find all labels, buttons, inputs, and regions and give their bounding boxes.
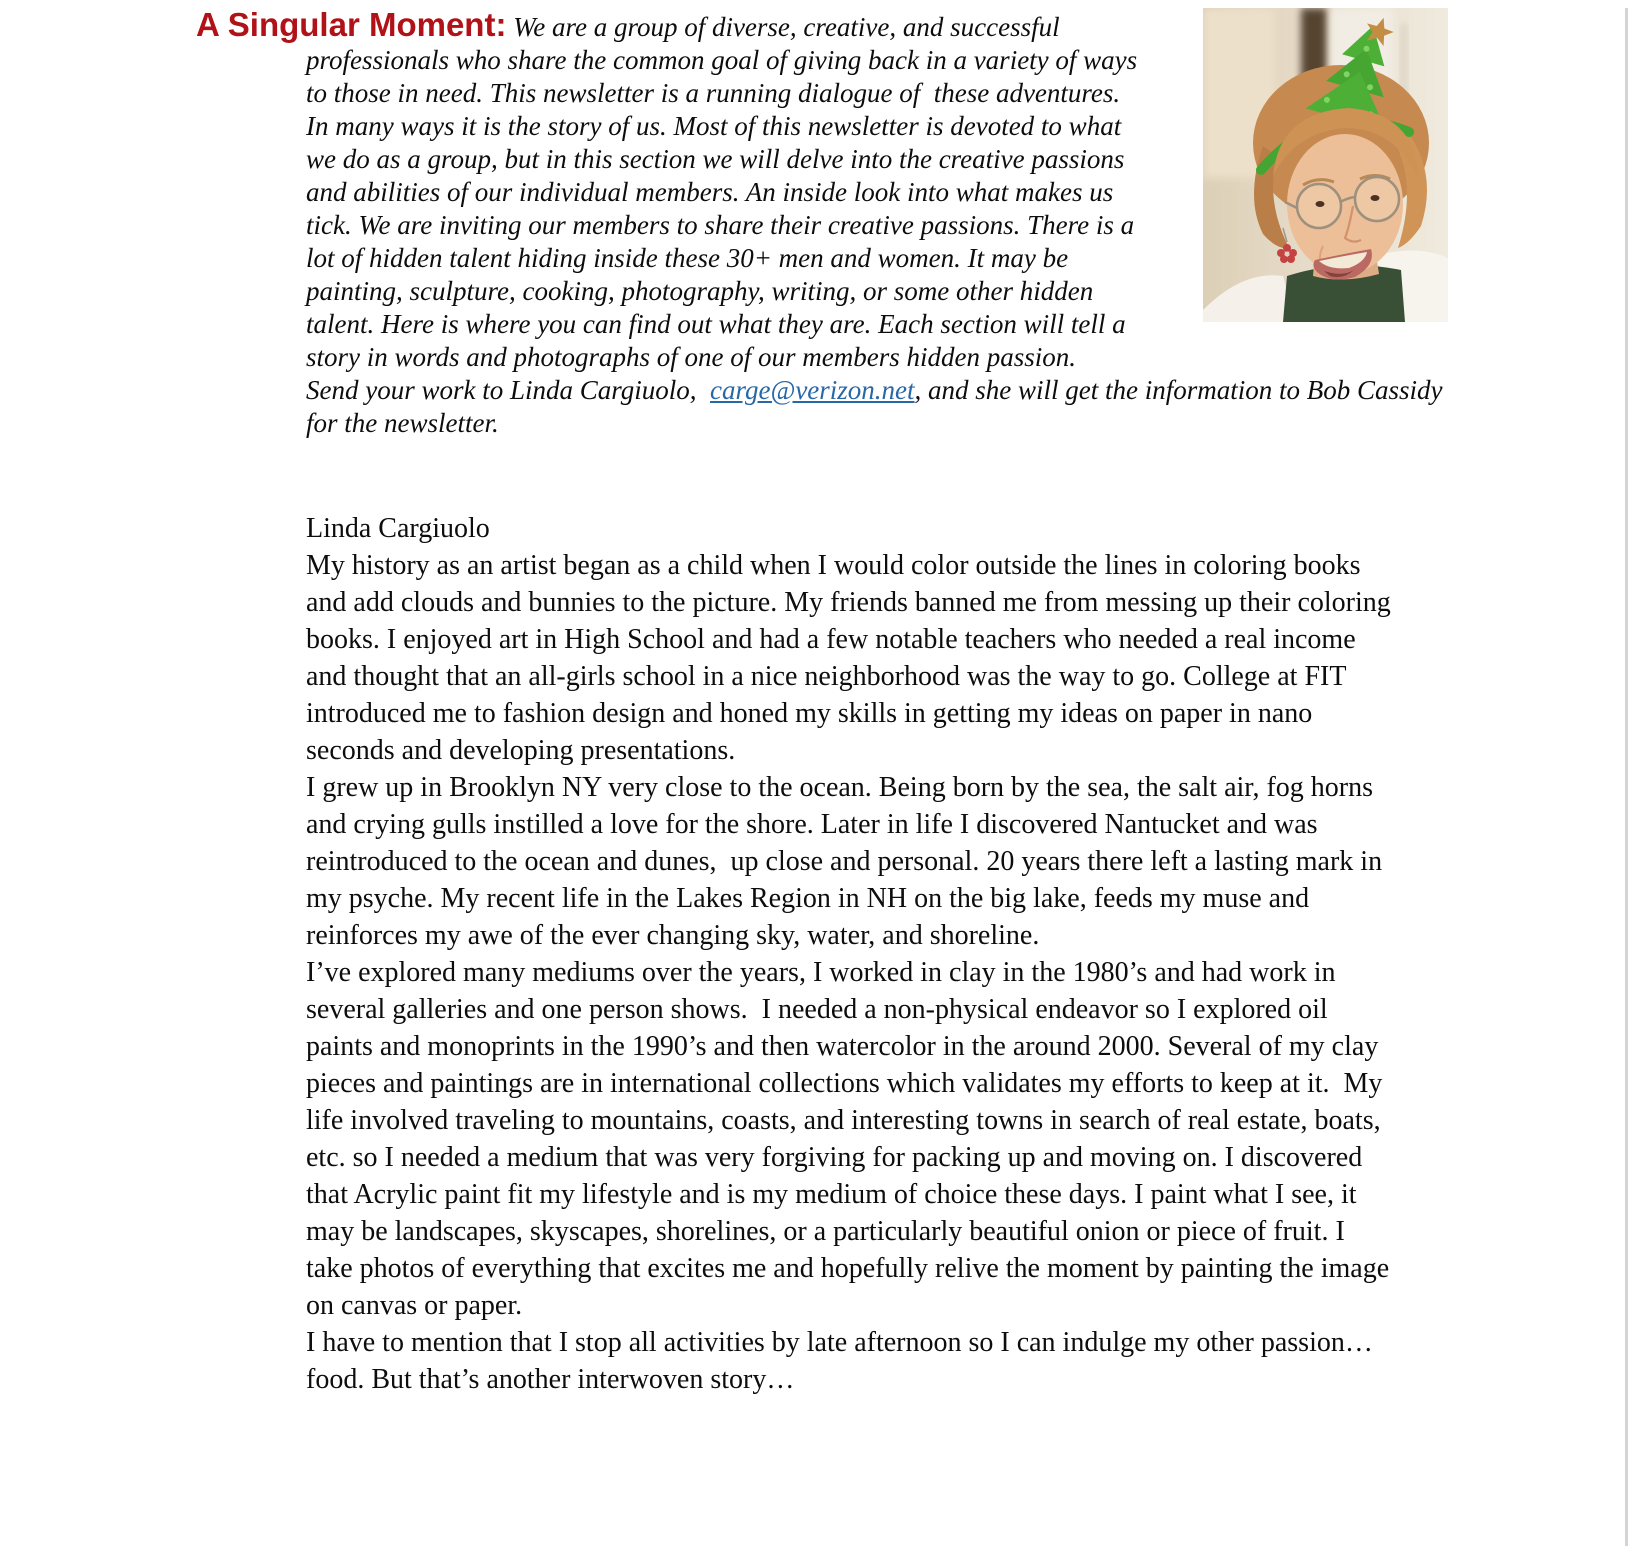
email-link[interactable]: carge@verizon.net <box>710 375 915 405</box>
body-paragraph: Linda Cargiuolo <box>306 513 490 544</box>
intro-section <box>196 8 1448 440</box>
intro-text: We are a group of diverse, creative, and successful professionals who share the common goal of giving back in a variety of ways to those in need. This newsletter is a running dialogue of these adventures. In many ways it is the story of us. Most of this newsletter is devoted to what we do as a group, but in this section we will delve into the creative passions and abilities of our individual members. An inside look into what makes us tick. We are inviting our members to share their creative passions. There is a lot of hidden talent hiding inside these 30+ men and women. It may be painting, sculpture, cooking, photography, writing, or some other hidden talent. Here is where you can find out what they are. Each section will tell a story in words and photographs of one of our members hidden passion. <box>306 12 1144 372</box>
send-paragraph <box>196 374 1448 440</box>
portrait-photo <box>1203 8 1448 322</box>
newsletter-page <box>0 8 1630 1546</box>
section-title: A Singular Moment: <box>196 6 507 43</box>
body-paragraph: I grew up in Brooklyn NY very close to the ocean. Being born by the sea, the salt air, fog horns and crying gulls instilled a love for the shore. Later in life I discovered Nantucket and was reintroduced to the ocean and dunes, up close and personal. 20 years there left a lasting mark in my psyche. My recent life in the Lakes Region in NH on the big lake, feeds my muse and reinforces my awe of the ever changing sky, water, and shoreline. <box>306 772 1390 951</box>
body-paragraph: My history as an artist began as a child when I would color outside the lines in coloring books and add clouds and bunnies to the picture. My friends banned me from messing up their coloring books. I enjoyed art in High School and had a few notable teachers who needed a real income and thought that an all-girls school in a nice neighborhood was the way to go. College at FIT introduced me to fashion design and honed my skills in getting my ideas on paper in nano seconds and developing presentations. <box>306 550 1398 766</box>
portrait-photo-illustration <box>1203 8 1448 322</box>
send-text-after: , and she will get the information to Bob Cassidy for the newsletter. <box>306 375 1450 438</box>
body-text <box>306 510 1398 1398</box>
body-paragraph: I’ve explored many mediums over the years, I worked in clay in the 1980’s and had work in several galleries and one person shows. I needed a non-physical endeavor so I explored oil paints and monoprints in the 1990’s and then watercolor in the around 2000. Several of my clay pieces and paintings are in international collections which validates my efforts to keep at it. My life involved traveling to mountains, coasts, and interesting towns in search of real estate, boats, etc. so I needed a medium that was very forgiving for packing up and moving on. I discovered that Acrylic paint fit my lifestyle and is my medium of choice these days. I paint what I see, it may be landscapes, skyscapes, shorelines, or a particularly beautiful onion or piece of fruit. I take photos of everything that excites me and hopefully relive the moment by painting the image on canvas or paper. <box>306 957 1397 1321</box>
body-paragraph: I have to mention that I stop all activities by late afternoon so I can indulge my other passion… food. But that’s another interwoven story… <box>306 1327 1380 1395</box>
page-edge-line <box>1625 8 1628 1546</box>
send-text-before: Send your work to Linda Cargiuolo, <box>306 375 711 405</box>
